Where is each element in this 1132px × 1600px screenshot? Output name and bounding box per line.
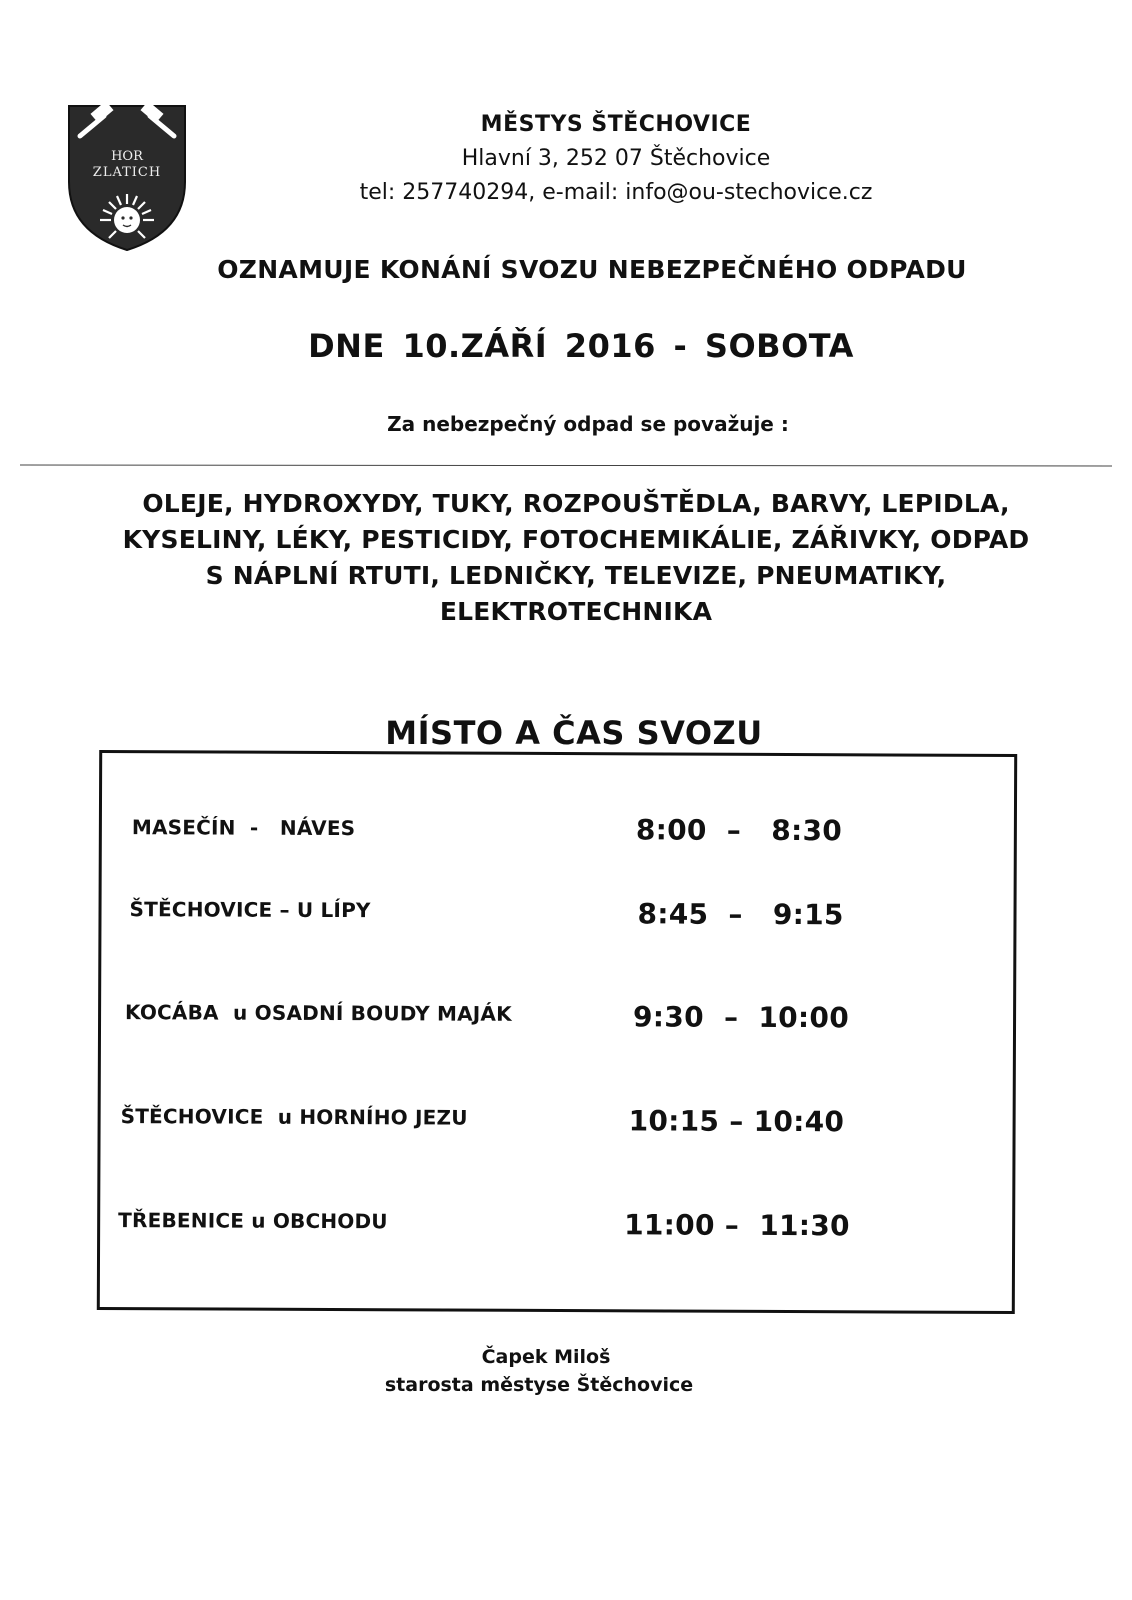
crest-motto-line2: ZLATICH (92, 165, 162, 180)
org-name: MĚSTYS ŠTĚCHOVICE (480, 112, 752, 137)
org-contact: tel: 257740294, e-mail: info@ou-stechovice.cz (359, 180, 873, 205)
crest-motto-line1: HOR (111, 149, 143, 164)
schedule-row (101, 996, 1013, 1040)
horizontal-divider (20, 465, 1112, 467)
schedule-time: 8:45 – 9:15 (637, 897, 844, 932)
schedule-table (97, 750, 1017, 1314)
schedule-title: MÍSTO A ČAS SVOZU (385, 714, 763, 752)
schedule-place: KOCÁBA u OSADNÍ BOUDY MAJÁK (125, 1000, 512, 1026)
schedule-place: TŘEBENICE u OBCHODU (118, 1208, 388, 1234)
waste-list-line: KYSELINY, LÉKY, PESTICIDY, FOTOCHEMIKÁLIE, ZÁŘIVKY, ODPAD (122, 525, 1030, 554)
schedule-place: ŠTĚCHOVICE u HORNÍHO JEZU (120, 1104, 468, 1130)
schedule-time: 10:15 – 10:40 (628, 1104, 845, 1139)
schedule-place: ŠTĚCHOVICE – U LÍPY (129, 897, 371, 923)
waste-list-line: OLEJE, HYDROXYDY, TUKY, ROZPOUŠTĚDLA, BARVY, LEPIDLA, (142, 489, 1010, 518)
mayor-name: Čapek Miloš (481, 1346, 611, 1368)
schedule-row (101, 893, 1013, 937)
schedule-row (101, 1100, 1013, 1144)
announcement-heading: OZNAMUJE KONÁNÍ SVOZU NEBEZPEČNÉHO ODPADU (217, 255, 967, 284)
hazardous-waste-label: Za nebezpečný odpad se považuje : (387, 412, 789, 436)
schedule-time: 8:00 – 8:30 (635, 813, 843, 848)
schedule-row (100, 1204, 1012, 1248)
waste-list-line: ELEKTROTECHNIKA (439, 597, 713, 626)
mayor-title: starosta městyse Štěchovice (384, 1374, 694, 1396)
waste-list-line: S NÁPLNÍ RTUTI, LEDNIČKY, TELEVIZE, PNEUMATIKY, (205, 561, 947, 590)
collection-date: DNE 10.ZÁŘÍ 2016 - SOBOTA (308, 327, 854, 365)
schedule-time: 11:00 – 11:30 (624, 1208, 850, 1243)
schedule-time: 9:30 – 10:00 (632, 1000, 850, 1035)
hazardous-waste-list (90, 486, 1062, 630)
org-address: Hlavní 3, 252 07 Štěchovice (461, 146, 771, 171)
schedule-row (102, 809, 1014, 853)
schedule-place: MASEČÍN - NÁVES (131, 815, 356, 841)
